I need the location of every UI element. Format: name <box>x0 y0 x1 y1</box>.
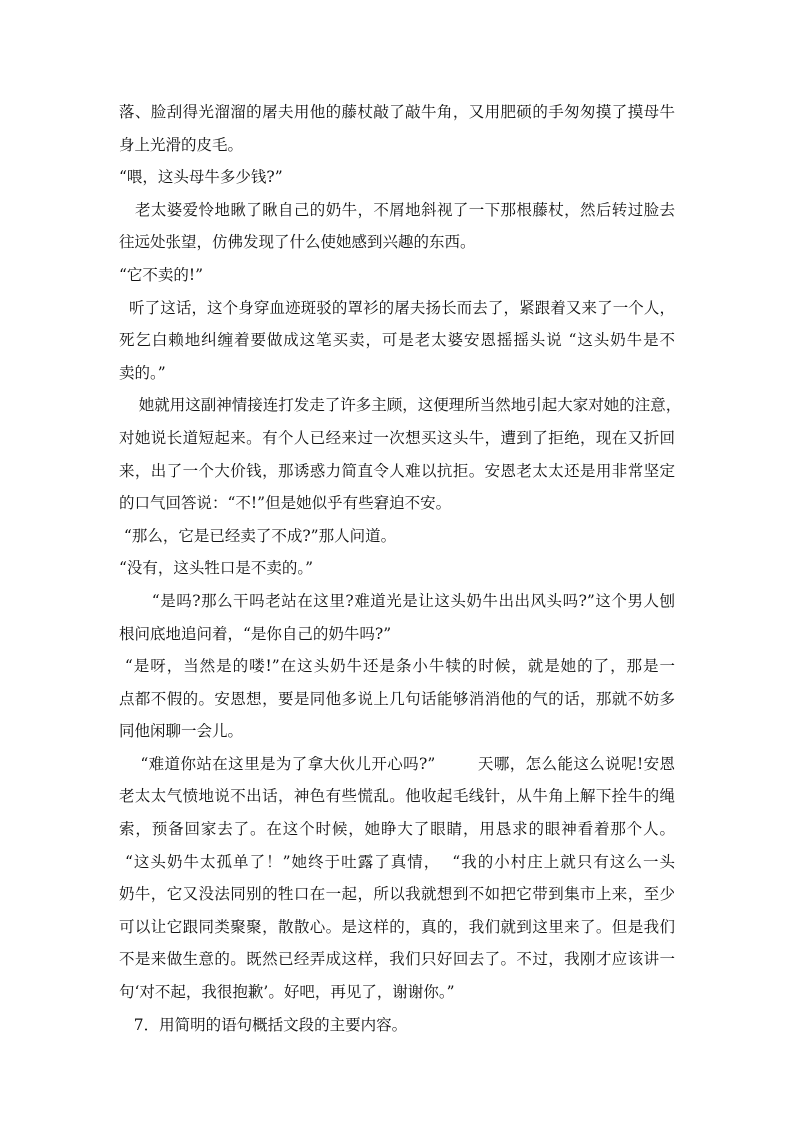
text-line: “它不卖的!” <box>119 265 204 284</box>
question-prompt: 7．用简明的语句概括文段的主要内容。 <box>119 1015 408 1034</box>
text-line: 的口气回答说：“不!”但是她似乎有些窘迫不安。 <box>119 494 452 513</box>
text-line: 点都不假的。安恩想，要是同他多说上几句话能够消消他的气的话，那就不妨多 <box>119 689 675 708</box>
text-line: 不是来做生意的。既然已经弄成这样，我们只好回去了。不过，我刚才应该讲一 <box>119 950 675 969</box>
text-line: 可以让它跟同类聚聚，散散心。是这样的，真的，我们就到这里来了。但是我们 <box>119 917 675 936</box>
text-line: 句‘对不起，我很抱歉’。好吧，再见了，谢谢你。” <box>119 983 455 1002</box>
text-line: 对她说长道短起来。有个人已经来过一次想买这头牛，遭到了拒绝，现在又折回 <box>119 428 675 447</box>
text-line: 索，预备回家去了。在这个时候，她睁大了眼睛，用恳求的眼神看着那个人。 <box>119 820 675 839</box>
text-line: 奶牛，它又没法同别的牲口在一起，所以我就想到不如把它带到集市上来，至少 <box>119 885 675 904</box>
text-line: 听了这话，这个身穿血迹斑驳的罩衫的屠夫扬长而去了，紧跟着又来了一个人， <box>119 298 675 317</box>
text-line: 她就用这副神情接连打发走了许多主顾，这便理所当然地引起大家对她的注意， <box>119 396 682 415</box>
text-line: 往远处张望，仿佛发现了什么使她感到兴趣的东西。 <box>119 233 476 252</box>
text-line: “难道你站在这里是为了拿大伙儿开心吗?” 天哪，怎么能这么说呢!安恩 <box>119 754 675 773</box>
text-line: 卖的。” <box>119 363 166 382</box>
text-line: 同他闲聊一会儿。 <box>119 722 244 741</box>
text-line: “是吗?那么干吗老站在这里?难道光是让这头奶牛出出风头吗?”这个男人刨 <box>119 591 675 610</box>
text-line: 来，出了一个大价钱，那诱惑力简直令人难以抗拒。安恩老太太还是用非常坚定 <box>119 461 675 480</box>
text-line: 落、脸刮得光溜溜的屠夫用他的藤杖敲了敲牛角，又用肥硕的手匆匆摸了摸母牛 <box>119 103 675 121</box>
text-line: 老太太气愤地说不出话，神色有些慌乱。他收起毛线针，从牛角上解下拴牛的绳 <box>119 787 675 806</box>
text-line: 死乞白赖地纠缠着要做成这笔买卖，可是老太婆安恩摇摇头说 “这头奶牛是不 <box>119 331 675 350</box>
text-line: “喂，这头母牛多少钱?” <box>119 168 283 187</box>
text-line: “是呀，当然是的喽!”在这头奶牛还是条小牛犊的时候，就是她的了，那是一 <box>119 657 675 676</box>
text-line: “没有，这头牲口是不卖的。” <box>119 559 314 578</box>
text-line: 老太婆爱怜地瞅了瞅自己的奶牛，不屑地斜视了一下那根藤杖，然后转过脸去 <box>119 200 675 219</box>
text-line: “那么，它是已经卖了不成?”那人问道。 <box>119 526 397 545</box>
passage-text <box>119 96 682 1041</box>
text-line: “这头奶牛太孤单了！”她终于吐露了真情， “我的小村庄上就只有这么一头 <box>119 852 675 871</box>
text-line: 根问底地追问着，“是你自己的奶牛吗?” <box>119 624 392 643</box>
text-line: 身上光滑的皮毛。 <box>119 135 244 154</box>
